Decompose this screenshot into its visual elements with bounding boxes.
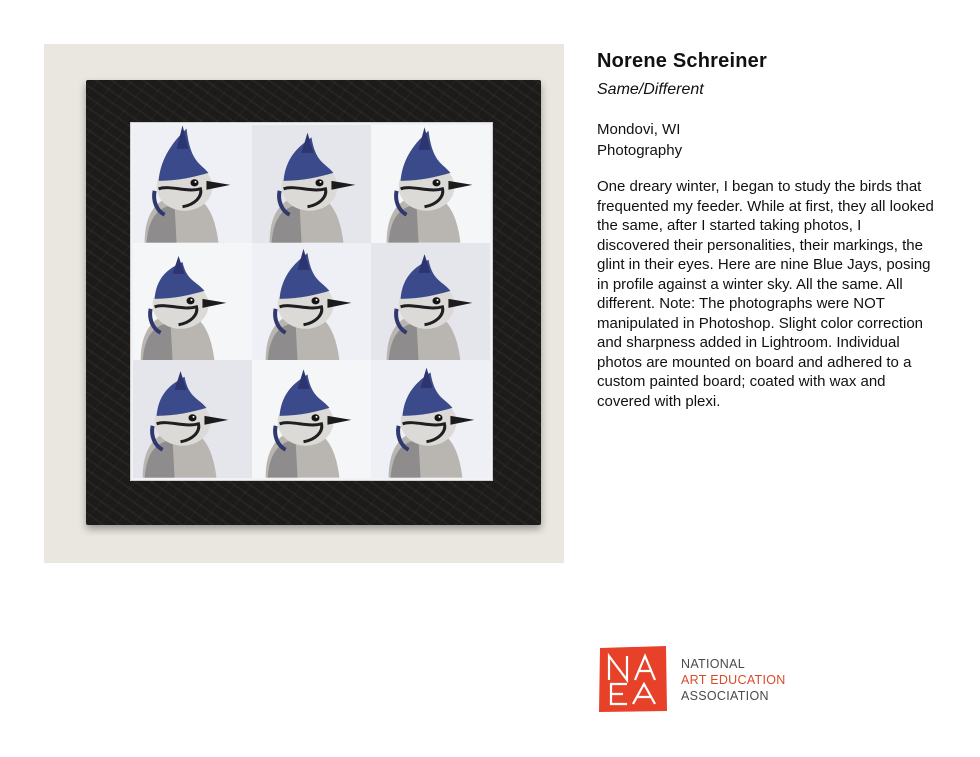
blue-jay-icon (133, 125, 252, 243)
blue-jay-photo (133, 360, 252, 478)
artwork-info (597, 50, 942, 411)
naea-logo-mark-icon (597, 644, 669, 714)
artwork-photo (44, 44, 564, 563)
blue-jay-photo (252, 360, 371, 478)
photo-mat (130, 122, 493, 481)
artist-name: Norene Schreiner (597, 50, 767, 72)
blue-jay-photo (371, 125, 490, 243)
blue-jay-icon (252, 125, 371, 243)
artist-statement: One dreary winter, I began to study the birds that frequented my feeder. While at first, they all looked the same, after I started taking photos, I discovered their personalities, their markings, the glint in their eyes. Here are nine Blue Jays, posing in profile against a winter sky. All the same. All different. Note: The photographs were NOT manipulated in Photoshop. Slight color correction and sharpness added in Lightroom. Individual photos are mounted on board and adhered to a custom painted board; coated with wax and covered with plexi. (597, 178, 934, 410)
logo-line-national: NATIONAL (681, 657, 745, 671)
blue-jay-icon (252, 360, 371, 478)
artwork-meta (597, 119, 942, 161)
naea-logo-text (681, 656, 786, 704)
blue-jay-photo (133, 125, 252, 243)
blue-jay-icon (133, 243, 252, 361)
artwork-medium: Photography (597, 142, 683, 159)
picture-frame (86, 80, 541, 525)
logo-line-art-education: ART EDUCATION (681, 673, 786, 687)
blue-jay-photo (252, 125, 371, 243)
blue-jay-photo (133, 243, 252, 361)
blue-jay-photo (371, 360, 490, 478)
blue-jay-photo (252, 243, 371, 361)
blue-jay-icon (133, 360, 252, 478)
blue-jay-icon (252, 243, 371, 361)
blue-jay-icon (371, 125, 490, 243)
blue-jay-icon (371, 360, 490, 478)
artist-location: Mondovi, WI (597, 121, 681, 138)
naea-logo (597, 644, 847, 716)
blue-jay-photo (371, 243, 490, 361)
blue-jay-icon (371, 243, 490, 361)
artwork-title: Same/Different (597, 81, 704, 98)
logo-line-association: ASSOCIATION (681, 689, 769, 703)
bird-photo-grid (133, 125, 490, 478)
